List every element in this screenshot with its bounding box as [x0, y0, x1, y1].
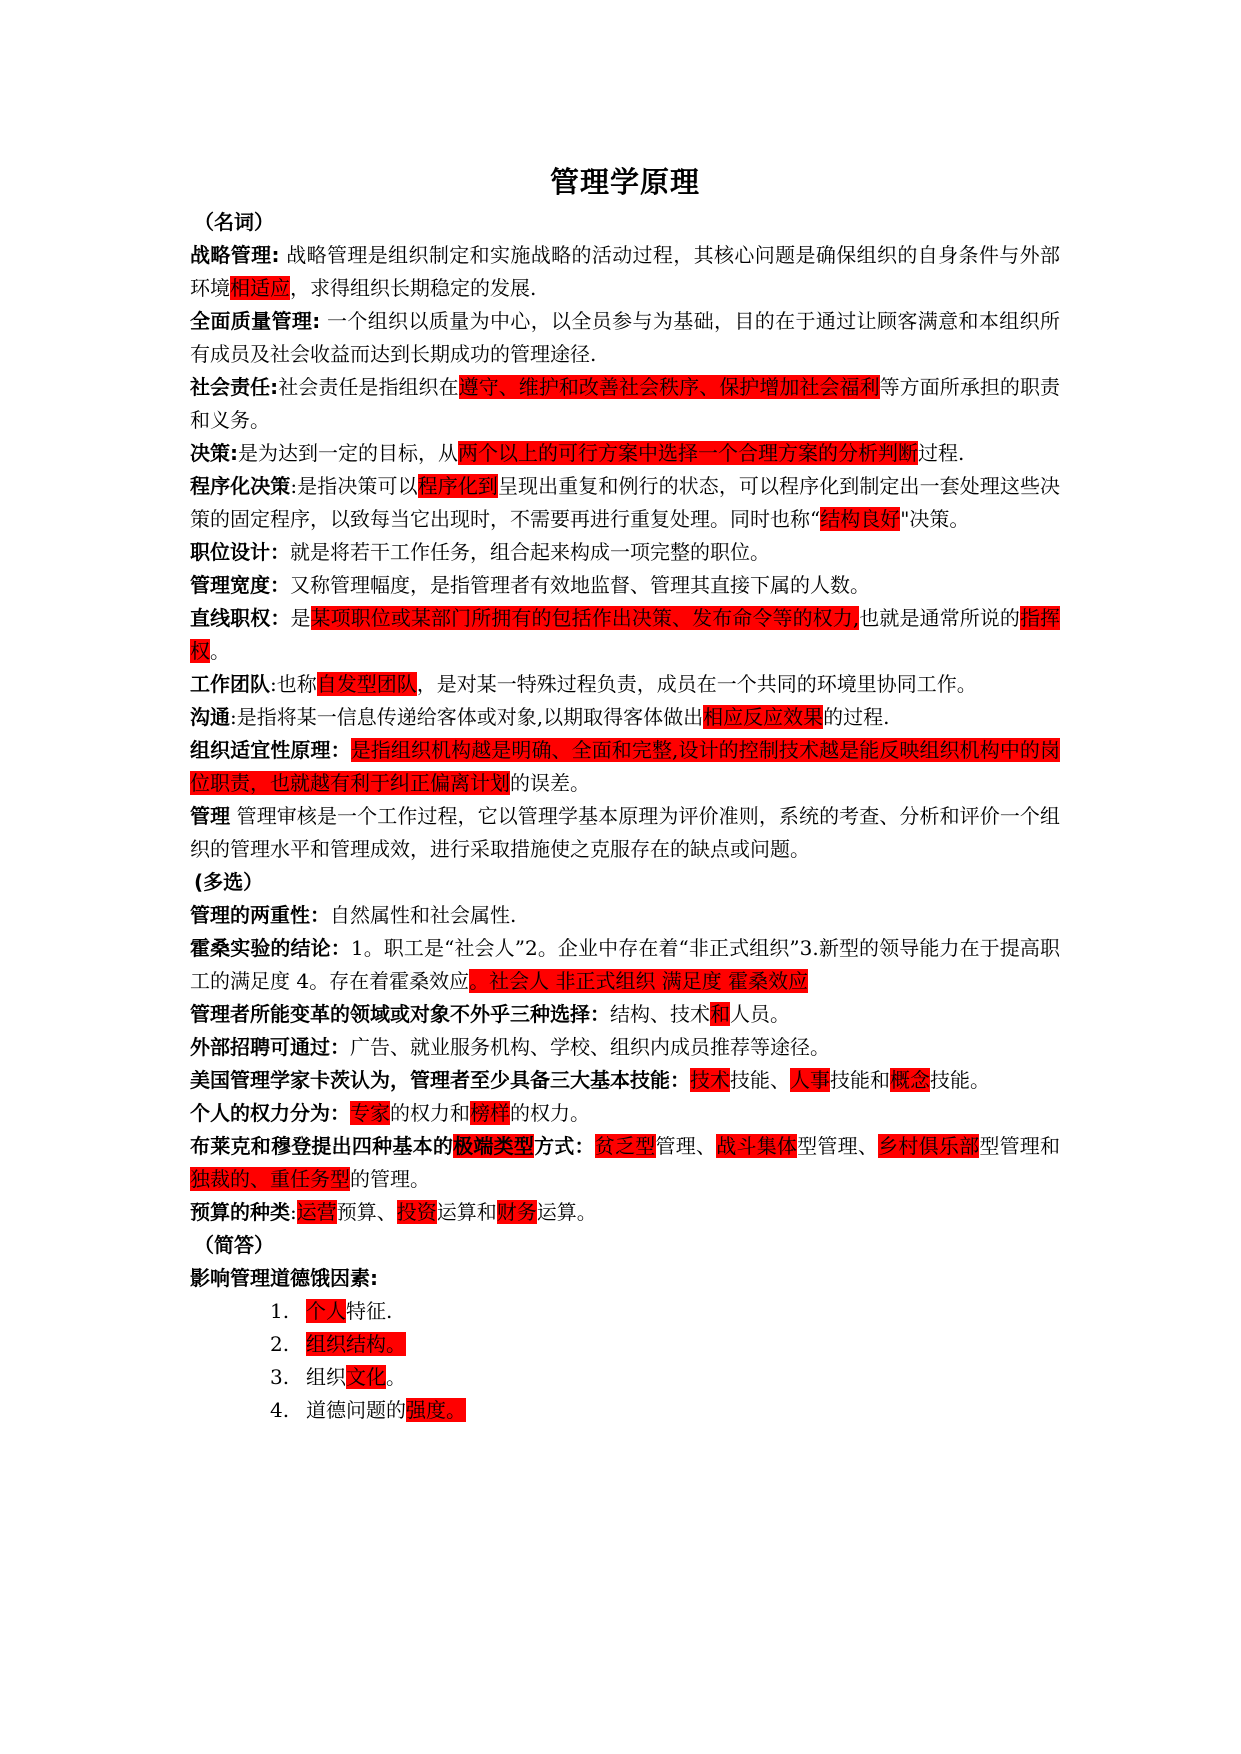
text-run: 管理审核是一个工作过程，它以管理学基本原理为评价准则，系统的考查、分析和评价一个组织的管理水平和管理成效，进行采取措施使之克服存在的缺点或问题。: [190, 804, 1060, 861]
text-run: 的管理。: [350, 1167, 430, 1191]
highlighted-text: 组织结构。: [306, 1332, 406, 1356]
text-run: 。: [386, 1365, 406, 1389]
text-run: :也称: [270, 672, 317, 696]
highlighted-term: 极端类型: [453, 1134, 535, 1158]
section-heading: （名词）: [194, 210, 274, 234]
text-run: 是为达到一定的目标，从: [238, 441, 458, 465]
term-label: 预算的种类: [190, 1200, 290, 1224]
section-heading: （简答）: [194, 1233, 274, 1257]
highlighted-text: 遵守、维护和改善社会秩序、保护增加社会福利: [458, 375, 880, 399]
text-run: 技能。: [930, 1068, 990, 1092]
text-run: 又称管理幅度，是指管理者有效地监督、管理其直接下属的人数。: [290, 573, 870, 597]
highlighted-text: 某项职位或某部门所拥有的包括作出决策、发布命令等的权力,: [310, 606, 860, 630]
definition-paragraph: [190, 1262, 1060, 1295]
text-run: 的权力和: [390, 1101, 470, 1125]
definition-paragraph: [190, 371, 1060, 437]
definition-paragraph: [190, 305, 1060, 371]
highlighted-text: 程序化到: [417, 474, 498, 498]
term-label: 程序化决策: [190, 474, 291, 498]
term-label: 管理宽度：: [190, 573, 290, 597]
highlighted-text: 指挥权: [190, 606, 1061, 663]
factor-list: [190, 1295, 1060, 1427]
highlighted-text: 运营: [296, 1200, 337, 1224]
term-label: 个人的权力分为：: [190, 1101, 350, 1125]
highlighted-text: 强度。: [406, 1398, 466, 1422]
highlighted-text: 贫乏型: [594, 1134, 656, 1158]
definition-paragraph: [190, 734, 1060, 800]
text-run: 战略管理是组织制定和实施战略的活动过程，其核心问题是确保组织的自身条件与外部环境: [190, 243, 1061, 300]
highlighted-text: 两个以上的可行方案中选择一个合理方案的分析判断: [458, 441, 918, 465]
text-run: 呈现出重复和例行的状态，可以程序化到制定出一套处理这些决策的固定程序，以致每当它出现时，不需要再进行重复处理。同时也称“: [190, 474, 1061, 531]
term-label: 布莱克和穆登提出四种基本的: [190, 1134, 454, 1158]
definition-paragraph: [190, 569, 1060, 602]
text-run: :是指将某一信息传递给客体或对象,以期取得客体做出: [230, 705, 704, 729]
text-run: 的误差。: [510, 771, 590, 795]
highlighted-text: 。社会人 非正式组织 满足度 霍桑效应: [469, 969, 809, 993]
term-label: 工作团队: [190, 672, 270, 696]
text-run: 广告、就业服务机构、学校、组织内成员推荐等途径。: [350, 1035, 830, 1059]
text-run: 技能和: [830, 1068, 890, 1092]
highlighted-text: 自发型团队: [316, 672, 417, 696]
term-label: 霍桑实验的结论：: [190, 936, 351, 960]
term-label: 管理: [190, 804, 231, 828]
highlighted-text: 和: [710, 1002, 730, 1026]
text-run: 结构、技术: [610, 1002, 710, 1026]
document-title: 管理学原理: [549, 165, 700, 199]
highlighted-text: 概念: [890, 1068, 930, 1092]
list-number: 3.: [270, 1365, 290, 1389]
definition-paragraph: [190, 1130, 1060, 1196]
highlighted-text: 投资: [396, 1200, 437, 1224]
term-label: 社会责任:: [190, 375, 279, 399]
highlighted-text: 战斗集体: [716, 1134, 798, 1158]
definition-paragraph: [190, 932, 1060, 998]
term-label: 职位设计：: [190, 540, 290, 564]
text-run: 管理、: [655, 1134, 717, 1158]
list-number: 1.: [270, 1299, 290, 1323]
text-run: 等方面所承担的职责和义务。: [190, 375, 1061, 432]
term-label: 组织适宜性原理：: [190, 738, 351, 762]
text-run: :是指决策可以: [290, 474, 418, 498]
definition-paragraph: [190, 602, 1060, 668]
document-blocks: [190, 206, 1060, 1427]
definition-paragraph: [190, 470, 1060, 536]
definition-paragraph: [190, 701, 1060, 734]
definition-paragraph: [190, 668, 1060, 701]
text-run: 的过程.: [823, 705, 890, 729]
text-run: 道德问题的: [306, 1398, 406, 1422]
definition-paragraph: [190, 1097, 1060, 1130]
highlighted-text: 人事: [790, 1068, 830, 1092]
text-run: 技能、: [730, 1068, 790, 1092]
text-run: 过程.: [918, 441, 965, 465]
text-run: 一个组织以质量为中心，以全员参与为基础，目的在于通过让顾客满意和本组织所有成员及社会收益而达到长期成功的管理途径.: [190, 309, 1060, 366]
text-run: ，求得组织长期稳定的发展.: [290, 276, 537, 300]
definition-paragraph: [190, 1196, 1060, 1229]
highlighted-text: 结构良好: [820, 507, 901, 531]
list-number: 2.: [270, 1332, 290, 1356]
highlighted-text: 个人: [306, 1299, 346, 1323]
text-run: 也就是通常所说的: [859, 606, 1020, 630]
text-run: 是: [290, 606, 311, 630]
highlighted-text: 独裁的、重任务型: [190, 1167, 350, 1191]
highlighted-text: 乡村俱乐部: [878, 1134, 980, 1158]
highlighted-text: 榜样: [470, 1101, 510, 1125]
text-run: 。: [210, 639, 230, 663]
term-label: 影响管理道德饿因素:: [190, 1266, 378, 1290]
highlighted-text: 是指组织机构越是明确、全面和完整,设计的控制技术越是能反映组织机构中的岗位职责，也就越有利于纠正偏离计划: [190, 738, 1061, 795]
text-run: 社会责任是指组织在: [278, 375, 459, 399]
text-run: 的权力。: [510, 1101, 590, 1125]
text-run: ，是对某一特殊过程负责，成员在一个共同的环境里协同工作。: [416, 672, 977, 696]
term-label: 外部招聘可通过：: [190, 1035, 350, 1059]
definition-paragraph: [190, 1064, 1060, 1097]
text-run: 预算、: [336, 1200, 397, 1224]
highlighted-text: 相适应: [230, 276, 290, 300]
text-run: 1。职工是“社会人”2。企业中存在着“非正式组织”3.新型的领导能力在于提高职工的满足度 4。存在着霍桑效应: [190, 936, 1061, 993]
term-label: 方式：: [534, 1134, 595, 1158]
definition-paragraph: [190, 536, 1060, 569]
list-item: [270, 1328, 1060, 1361]
text-run: :: [290, 1200, 297, 1224]
definition-paragraph: [190, 800, 1060, 866]
text-run: 运算。: [536, 1200, 597, 1224]
term-label: 管理者所能变革的领域或对象不外乎三种选择：: [190, 1002, 610, 1026]
list-number: 4.: [270, 1398, 290, 1422]
term-label: 战略管理:: [190, 243, 280, 267]
term-label: 管理的两重性：: [190, 903, 330, 927]
definition-paragraph: [190, 899, 1060, 932]
term-label: 美国管理学家卡茨认为，管理者至少具备三大基本技能：: [190, 1068, 690, 1092]
text-run: 自然属性和社会属性.: [330, 903, 517, 927]
list-item: [270, 1295, 1060, 1328]
text-run: "决策。: [900, 507, 970, 531]
text-run: 型管理、: [797, 1134, 879, 1158]
term-label: 全面质量管理:: [190, 309, 321, 333]
definition-paragraph: [190, 437, 1060, 470]
text-run: 运算和: [436, 1200, 497, 1224]
list-item: [270, 1361, 1060, 1394]
highlighted-text: 专家: [350, 1101, 390, 1125]
term-label: 沟通: [190, 705, 230, 729]
highlighted-text: 文化: [346, 1365, 386, 1389]
text-run: 特征.: [346, 1299, 393, 1323]
term-label: 决策:: [190, 441, 238, 465]
definition-paragraph: [190, 1031, 1060, 1064]
term-label: 直线职权：: [190, 606, 291, 630]
text-run: 型管理和: [979, 1134, 1061, 1158]
highlighted-text: 财务: [496, 1200, 537, 1224]
list-item: [270, 1394, 1060, 1427]
document-body: [190, 160, 1060, 1427]
text-run: 组织: [306, 1365, 346, 1389]
highlighted-text: 技术: [690, 1068, 730, 1092]
highlighted-text: 相应反应效果: [703, 705, 824, 729]
text-run: 人员。: [730, 1002, 790, 1026]
definition-paragraph: [190, 239, 1060, 305]
text-run: 就是将若干工作任务，组合起来构成一项完整的职位。: [290, 540, 770, 564]
section-heading: (多选）: [194, 870, 264, 894]
definition-paragraph: [190, 998, 1060, 1031]
